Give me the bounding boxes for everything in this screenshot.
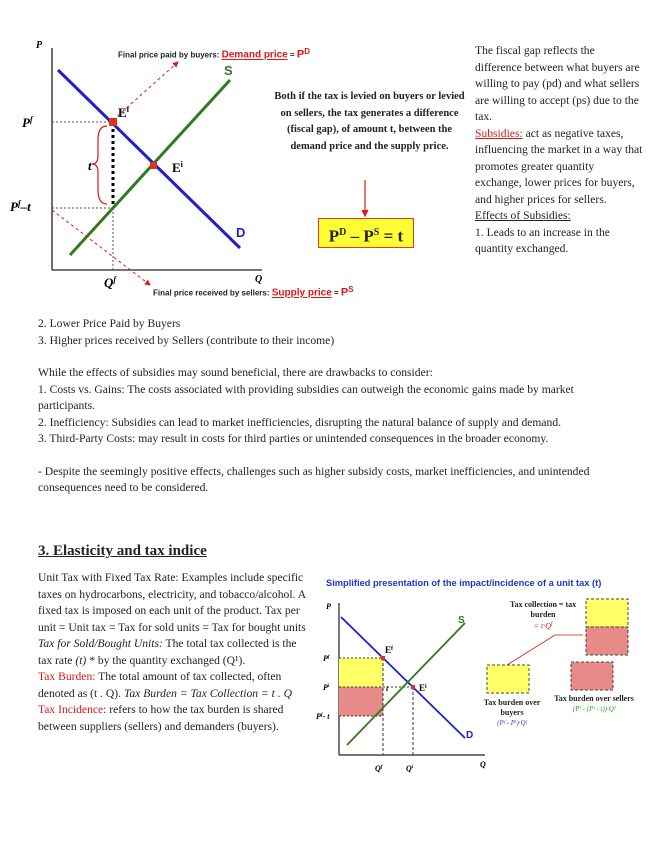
- axis-p-label: P: [36, 40, 43, 51]
- subsidies-desc: act as negative taxes, influencing the market in a way that promotes greater quantity exchange, lower prices for buyers, and higher prices for sellers.: [475, 126, 643, 206]
- summary: - Despite the seemingly positive effects, challenges such as higher subsidy costs, market inefficiencies, and unintended consequences need to be considered.: [38, 464, 590, 494]
- drawback-2: 2. Inefficiency: Subsidies can lead to market inefficiencies, disrupting the natural balance of supply and demand.: [38, 415, 562, 429]
- label-pft: $P^f-t$: [10, 199, 31, 214]
- g2-collection-formula-sup: f: [551, 622, 553, 627]
- subsidy-body: [38, 316, 628, 497]
- g2-point-ei: [411, 685, 415, 689]
- spacer: [38, 349, 628, 365]
- g2-buyers-label: [477, 698, 547, 728]
- section-3-heading: 3. Elasticity and tax indice: [38, 543, 207, 559]
- g2-sellers-pink: [571, 662, 613, 690]
- g2-label-pft: $P^f-$ t: [316, 712, 330, 721]
- g2-label-ei: $E^i$: [419, 683, 427, 693]
- axis-q-label: Q: [255, 274, 263, 285]
- g2-collection-formula: [503, 620, 583, 632]
- point-ei: [150, 162, 157, 169]
- tax-sold-bought-para: [38, 636, 310, 669]
- label-ei: $E^i$: [172, 160, 183, 175]
- fiscal-gap-formula: [318, 218, 414, 248]
- supply-price-eq: =: [331, 288, 341, 298]
- formula-eq-t: = t: [379, 226, 404, 246]
- fiscal-gap-sidebar: [475, 43, 643, 258]
- effect-1: 1. Leads to an increase in the quantity exchanged.: [475, 225, 610, 255]
- fiscal-gap-note: Both if the tax is levied on buyers or levied on sellers, the tax generates a difference (fiscal gap), of amount t, between the demand price and the supply price.: [274, 91, 465, 152]
- g2-buyer-burden-area: [339, 658, 383, 687]
- demand-price-prefix: Final price paid by buyers:: [118, 50, 222, 60]
- demand-price-sym: P: [296, 48, 305, 61]
- tax-incidence-graph: [315, 595, 650, 785]
- supply-price-sup: S: [348, 285, 354, 294]
- g2-label-qi: $Q^i$: [406, 764, 414, 773]
- sidebar-p2: [475, 126, 643, 209]
- g2-collection-formula-main: = t·Q: [533, 621, 551, 631]
- point-ef: [109, 118, 117, 126]
- g2-label-s: S: [458, 615, 465, 626]
- unit-tax-para: Unit Tax with Fixed Tax Rate: Examples include specific taxes on hydrocarbons, electricity, and tobacco/alcohol. A fixed tax is imposed on each unit of the product. Tax per unit = Unit tax = Tax for sold units = Tax for bought units: [38, 571, 306, 634]
- drawback-3: 3. Third-Party Costs: may result in costs for third parties or unintended consequences in the broader economy.: [38, 432, 549, 445]
- effects-heading: Effects of Subsidies:: [475, 209, 571, 222]
- tax-sold-term: Tax for Sold/Bought Units:: [38, 637, 163, 650]
- label-qf: $Q^f$: [104, 275, 117, 290]
- effect-2: 2. Lower Price Paid by Buyers: [38, 317, 181, 330]
- g2-label-ef: $E^f$: [385, 645, 394, 655]
- label-s: S: [224, 63, 233, 78]
- tax-brace: [92, 126, 107, 204]
- g2-seller-burden-area: [339, 687, 383, 716]
- formula-pd: P: [328, 226, 340, 246]
- drawbacks-intro: While the effects of subsidies may sound beneficial, there are drawbacks to consider:: [38, 366, 433, 379]
- demand-price-term: Demand price: [221, 49, 288, 61]
- g2-collection-yellow: [586, 599, 628, 627]
- g2-buyers-yellow: [487, 665, 529, 693]
- g2-label-pf: $P^f$: [323, 654, 330, 663]
- g2-label-pi: $P^i$: [323, 683, 330, 692]
- g2-collection-label: [503, 600, 583, 632]
- graph2-title: Simplified presentation of the impact/incidence of a unit tax (t): [326, 578, 602, 588]
- demand-price-sup: D: [304, 47, 310, 56]
- g2-buyers-formula: (Pᶠ - Pⁱ)·Qᶠ: [497, 719, 527, 727]
- g2-axis-p: P: [326, 602, 331, 611]
- g2-axis-q: Q: [480, 760, 486, 769]
- supply-price-prefix: Final price received by sellers:: [153, 288, 272, 298]
- label-pf: $P^f$: [22, 115, 33, 130]
- g2-collection-text: Tax collection = tax burden: [509, 600, 577, 619]
- g2-label-d: D: [466, 730, 474, 741]
- g2-point-ef: [381, 656, 385, 660]
- supply-price-caption: [153, 285, 354, 299]
- formula-minus-ps: – P: [346, 226, 374, 246]
- tax-sold-b: * by the quantity exchanged (Q¹).: [86, 653, 246, 667]
- subsidies-term: Subsidies:: [475, 126, 523, 140]
- drawback-1: 1. Costs vs. Gains: The costs associated with providing subsidies can outweigh the economic gains made by market participants.: [38, 382, 574, 412]
- effect-3: 3. Higher prices received by Sellers (contribute to their income): [38, 333, 335, 347]
- g2-sellers-label: [553, 694, 635, 714]
- demand-price-eq: =: [287, 50, 297, 60]
- tax-incidence-desc: : refers to how the tax burden is shared between suppliers (sellers) and demanders (buyers).: [38, 703, 284, 733]
- section-3-text: [38, 570, 310, 735]
- demand-price-arrow: [113, 62, 178, 120]
- label-ef: $E^f$: [118, 105, 130, 120]
- formula-pd-sup: D: [339, 227, 347, 238]
- g2-connector: [507, 635, 583, 665]
- tax-burden-a: The total amount of tax collected, often denoted as (t . Q).: [38, 670, 282, 700]
- formula-ps-sup: S: [373, 227, 380, 238]
- g2-sellers-text: Tax burden over sellers: [554, 694, 634, 703]
- tax-burden-para: [38, 669, 310, 735]
- spacer: [38, 448, 628, 464]
- tax-gap-graph: [0, 30, 470, 320]
- tax-burden-term: Tax Burden:: [38, 670, 96, 683]
- tax-sold-a: The total tax collected is the tax rate: [38, 637, 297, 667]
- g2-label-qf: $Q^f$: [375, 764, 383, 773]
- g2-sellers-formula: (Pⁱ - (Pᶠ - t))·Qᶠ: [572, 705, 616, 713]
- demand-price-caption: [118, 47, 310, 61]
- label-d: D: [236, 225, 246, 240]
- g2-label-t: t: [386, 684, 389, 693]
- supply-price-sym: P: [340, 286, 349, 299]
- supply-price-term: Supply price: [271, 287, 332, 299]
- tax-burden-formula: Tax Burden = Tax Collection = t . Q: [123, 686, 292, 700]
- g2-collection-pink: [586, 627, 628, 655]
- tax-sold-t: (t): [75, 653, 87, 667]
- sidebar-p1: The fiscal gap reflects the difference between what buyers are willing to pay (pd) and what sellers are willing to accept (ps) due to the tax.: [475, 44, 640, 123]
- label-t: t: [88, 158, 92, 173]
- tax-incidence-term: Tax Incidence: [38, 703, 104, 716]
- g2-buyers-text: Tax burden over buyers: [483, 698, 541, 717]
